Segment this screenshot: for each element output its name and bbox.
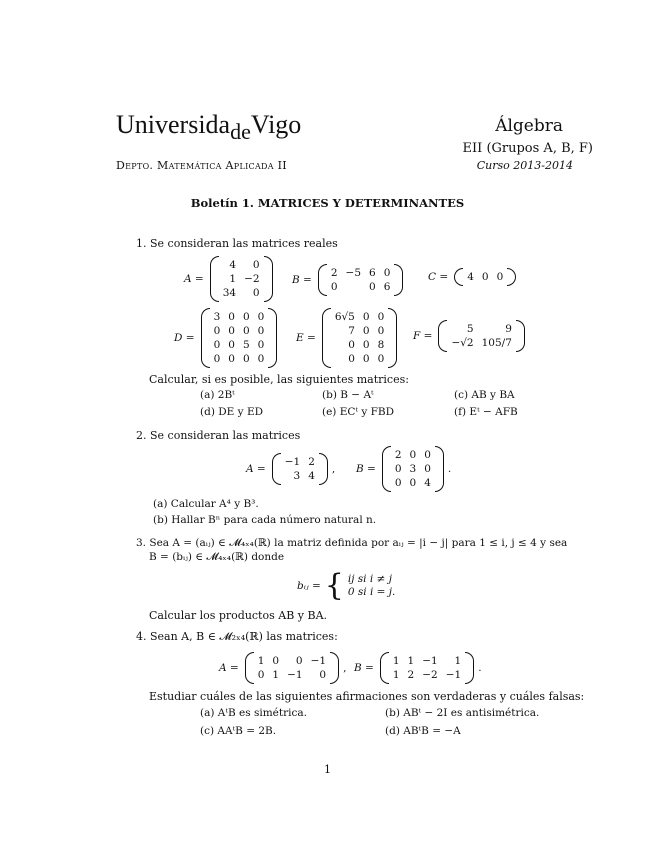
group-label: EII (Grupos A, B, F) bbox=[462, 141, 593, 156]
ex3-ask: Calcular los productos AB y BA. bbox=[149, 609, 328, 622]
ex1-a-row bbox=[219, 258, 264, 272]
ex1-e-cell: 0 bbox=[362, 353, 370, 365]
ex2-a-cell: 4 bbox=[308, 470, 315, 482]
ex1-b-cell: 2 bbox=[330, 267, 338, 279]
ex1-matrix-C: C = 4 0 0 bbox=[428, 268, 516, 286]
ex1-d-row bbox=[210, 352, 269, 366]
ex1-d-cell: 0 bbox=[213, 325, 221, 337]
ex1-d-cell: 0 bbox=[213, 353, 221, 365]
ex4-b-cell: −2 bbox=[422, 669, 438, 681]
ex1-e-cell: 0 bbox=[362, 325, 370, 337]
subject-title: Álgebra bbox=[495, 116, 563, 136]
ex1-a-cell: 34 bbox=[222, 287, 237, 299]
ex1-e-row bbox=[331, 324, 388, 338]
ex1-item-f: (f) Eᵗ − AFB bbox=[454, 406, 518, 418]
ex2-a-cell: −1 bbox=[284, 456, 301, 468]
ex1-e-row bbox=[331, 338, 388, 352]
ex1-e-cell: 0 bbox=[362, 311, 370, 323]
ex1-b-row bbox=[327, 280, 395, 294]
ex2-a-row bbox=[281, 469, 319, 483]
ex4-a-cell: −1 bbox=[310, 655, 327, 667]
ex4-a-cell: 0 bbox=[257, 669, 265, 681]
ex2-a-cell: 2 bbox=[308, 456, 315, 468]
ex4-item-a: (a) AᵗB es simétrica. bbox=[200, 707, 307, 719]
ex1-b-cell: 0 bbox=[369, 281, 376, 293]
logo-part-1: Universida bbox=[116, 110, 231, 139]
ex1-c-cell: 0 bbox=[496, 271, 504, 283]
ex1-d-cell: 0 bbox=[257, 311, 265, 323]
ex1-d-cell: 3 bbox=[213, 311, 221, 323]
ex3-bij-definition: bᵢⱼ = { ij si i ≠ j 0 si i = j. bbox=[297, 568, 396, 603]
ex2-item-a: (a) Calcular A⁴ y B³. bbox=[153, 498, 259, 510]
ex1-d-cell: 0 bbox=[242, 353, 250, 365]
ex1-e-cell: 0 bbox=[348, 353, 355, 365]
ex4-a-cell: 1 bbox=[257, 655, 265, 667]
ex1-a-cell: 0 bbox=[252, 259, 260, 271]
ex4-ask: Estudiar cuáles de las siguientes afirmaciones son verdaderas y cuáles falsas: bbox=[149, 690, 585, 703]
ex1-d-row bbox=[210, 310, 269, 324]
ex4-b-cell: 1 bbox=[454, 655, 462, 667]
ex1-f-cell: −√2 bbox=[451, 337, 474, 349]
ex3-line2: B = (bᵢⱼ) ∈ 𝓜₄ₓ₄(ℝ) donde bbox=[149, 551, 285, 563]
ex2-matrix-B: B = 2 0 0 0 3 0 0 0 4 . bbox=[356, 446, 457, 492]
ex2-b-cell: 0 bbox=[424, 463, 431, 475]
ex1-d-cell: 0 bbox=[242, 311, 250, 323]
ex4-a-row bbox=[254, 654, 330, 668]
ex2-b-row bbox=[391, 448, 435, 462]
ex1-f-cell: 5 bbox=[466, 323, 474, 335]
ex1-b-cell bbox=[342, 280, 365, 294]
ex2-b-cell: 0 bbox=[394, 463, 402, 475]
ex1-d-cell: 0 bbox=[213, 339, 221, 351]
ex1-a-row bbox=[219, 272, 264, 286]
ex4-b-cell: 1 bbox=[392, 669, 400, 681]
ex1-f-cell: 105/7 bbox=[481, 337, 512, 349]
ex4-matrix-A: A = 1 0 0 −1 0 1 −1 0 , bbox=[219, 652, 352, 684]
ex1-b-cell: 0 bbox=[383, 267, 391, 279]
ex4-b-row bbox=[389, 668, 465, 682]
ex2-item-b: (b) Hallar Bⁿ para cada número natural n. bbox=[153, 514, 377, 526]
ex1-b-cell: 6 bbox=[383, 281, 391, 293]
ex1-e-cell: 0 bbox=[377, 311, 385, 323]
ex2-b-row bbox=[391, 462, 435, 476]
ex1-d-cell: 0 bbox=[228, 311, 235, 323]
ex1-f-row bbox=[447, 336, 515, 350]
ex2-b-cell: 0 bbox=[394, 477, 402, 489]
university-logo bbox=[116, 110, 302, 144]
ex1-d-cell: 0 bbox=[228, 353, 235, 365]
ex4-item-d: (d) ABᵗB = −A bbox=[385, 725, 461, 737]
ex1-c-row bbox=[463, 270, 507, 284]
ex2-b-cell: 3 bbox=[409, 463, 417, 475]
ex1-d-cell: 0 bbox=[257, 353, 265, 365]
logo-part-3: Vigo bbox=[250, 110, 302, 139]
ex1-b-cell: 0 bbox=[330, 281, 338, 293]
ex4-b-cell: 1 bbox=[392, 655, 400, 667]
ex1-d-cell: 0 bbox=[242, 325, 250, 337]
ex4-a-cell: 0 bbox=[319, 669, 327, 681]
ex1-d-cell: 0 bbox=[228, 325, 235, 337]
ex1-e-cell: 0 bbox=[377, 353, 385, 365]
ex2-b-cell: 0 bbox=[409, 477, 417, 489]
ex4-b-cell: −1 bbox=[445, 669, 462, 681]
ex1-e-cell: 0 bbox=[377, 325, 385, 337]
ex4-b-row bbox=[389, 654, 465, 668]
ex2-b-cell: 0 bbox=[424, 449, 431, 461]
ex4-a-cell: 1 bbox=[272, 669, 280, 681]
ex1-e-cell: 8 bbox=[377, 339, 385, 351]
ex1-a-cell: 4 bbox=[229, 259, 237, 271]
ex1-item-a: (a) 2Bᵗ bbox=[200, 389, 235, 401]
ex1-item-d: (d) DE y ED bbox=[200, 406, 264, 418]
ex1-b-cell: −5 bbox=[345, 267, 362, 279]
ex4-item-c: (c) AAᵗB = 2B. bbox=[200, 725, 277, 737]
ex2-a-row bbox=[281, 455, 319, 469]
ex4-b-cell: 2 bbox=[407, 669, 415, 681]
ex2-b-cell: 0 bbox=[409, 449, 417, 461]
ex1-f-cell: 9 bbox=[505, 323, 512, 335]
ex4-matrix-B: B = 1 1 −1 1 1 2 −2 −1 . bbox=[354, 652, 488, 684]
page-number: 1 bbox=[324, 763, 331, 776]
ex1-matrix-E: E = 6√5 0 0 7 0 0 0 0 8 0 0 0 bbox=[296, 308, 397, 368]
ex1-matrix-F: F = 5 9 −√2 105/7 bbox=[413, 320, 525, 352]
ex2-b-cell: 2 bbox=[394, 449, 402, 461]
ex1-d-cell: 0 bbox=[257, 325, 265, 337]
ex1-a-row bbox=[219, 286, 264, 300]
ex1-d-cell: 0 bbox=[228, 339, 235, 351]
ex4-b-cell: −1 bbox=[422, 655, 438, 667]
ex1-ask: Calcular, si es posible, las siguientes matrices: bbox=[149, 373, 409, 386]
ex1-b-cell: 6 bbox=[369, 267, 376, 279]
department-label: Depto. Matemática Aplicada II bbox=[116, 159, 287, 172]
ex4-a-cell: 0 bbox=[295, 655, 303, 667]
ex2-b-row bbox=[391, 476, 435, 490]
ex1-d-row bbox=[210, 338, 269, 352]
ex2-b-cell: 4 bbox=[424, 477, 431, 489]
ex1-a-cell: 0 bbox=[252, 287, 260, 299]
ex1-item-e: (e) ECᵗ y FBD bbox=[322, 406, 395, 418]
ex1-matrix-A: A = 4 0 1 −2 34 0 bbox=[184, 256, 273, 302]
ex1-e-cell: 7 bbox=[348, 325, 355, 337]
ex1-d-row bbox=[210, 324, 269, 338]
ex2-intro: 2. Se consideran las matrices bbox=[136, 429, 301, 442]
course-label: Curso 2013-2014 bbox=[476, 159, 573, 172]
ex4-a-cell: 0 bbox=[272, 655, 280, 667]
ex1-matrix-D: D = 3 0 0 0 0 0 0 0 0 0 5 0 0 0 0 0 bbox=[174, 308, 277, 368]
ex1-a-cell: −2 bbox=[244, 273, 260, 285]
ex4-b-cell: 1 bbox=[407, 655, 415, 667]
ex1-d-cell: 0 bbox=[257, 339, 265, 351]
ex1-item-c: (c) AB y BA bbox=[454, 389, 515, 401]
ex4-a-row bbox=[254, 668, 330, 682]
ex1-intro: 1. Se consideran las matrices reales bbox=[136, 237, 338, 250]
page-title: Boletín 1. MATRICES Y DETERMINANTES bbox=[190, 196, 465, 210]
ex1-c-cell: 4 bbox=[467, 271, 474, 283]
ex1-e-cell: 0 bbox=[362, 339, 370, 351]
ex1-e-row bbox=[331, 310, 388, 324]
ex4-intro: 4. Sean A, B ∈ 𝓜₂ₓ₄(ℝ) las matrices: bbox=[136, 630, 338, 643]
ex4-item-b: (b) ABᵗ − 2I es antisimétrica. bbox=[385, 707, 540, 719]
ex1-matrix-B: B = 2 −5 6 0 0 0 6 bbox=[292, 264, 403, 296]
ex1-f-row bbox=[447, 322, 515, 336]
ex2-a-cell: 3 bbox=[293, 470, 301, 482]
ex1-e-row bbox=[331, 352, 388, 366]
ex1-e-cell: 6√5 bbox=[334, 311, 355, 323]
ex1-a-cell: 1 bbox=[229, 273, 237, 285]
ex2-matrix-A: A = −1 2 3 4 , bbox=[246, 453, 341, 485]
ex1-d-cell: 5 bbox=[242, 339, 250, 351]
ex1-item-b: (b) B − Aᵗ bbox=[322, 389, 374, 401]
ex1-c-cell: 0 bbox=[481, 271, 489, 283]
ex1-b-row bbox=[327, 266, 395, 280]
logo-part-2: de bbox=[230, 119, 251, 144]
ex4-a-cell: −1 bbox=[287, 669, 303, 681]
ex3-line1: 3. Sea A = (aᵢⱼ) ∈ 𝓜₄ₓ₄(ℝ) la matriz definida por aᵢⱼ = |i − j| para 1 ≤ i, j ≤ 4 y sea bbox=[136, 537, 568, 549]
ex1-e-cell: 0 bbox=[348, 339, 355, 351]
